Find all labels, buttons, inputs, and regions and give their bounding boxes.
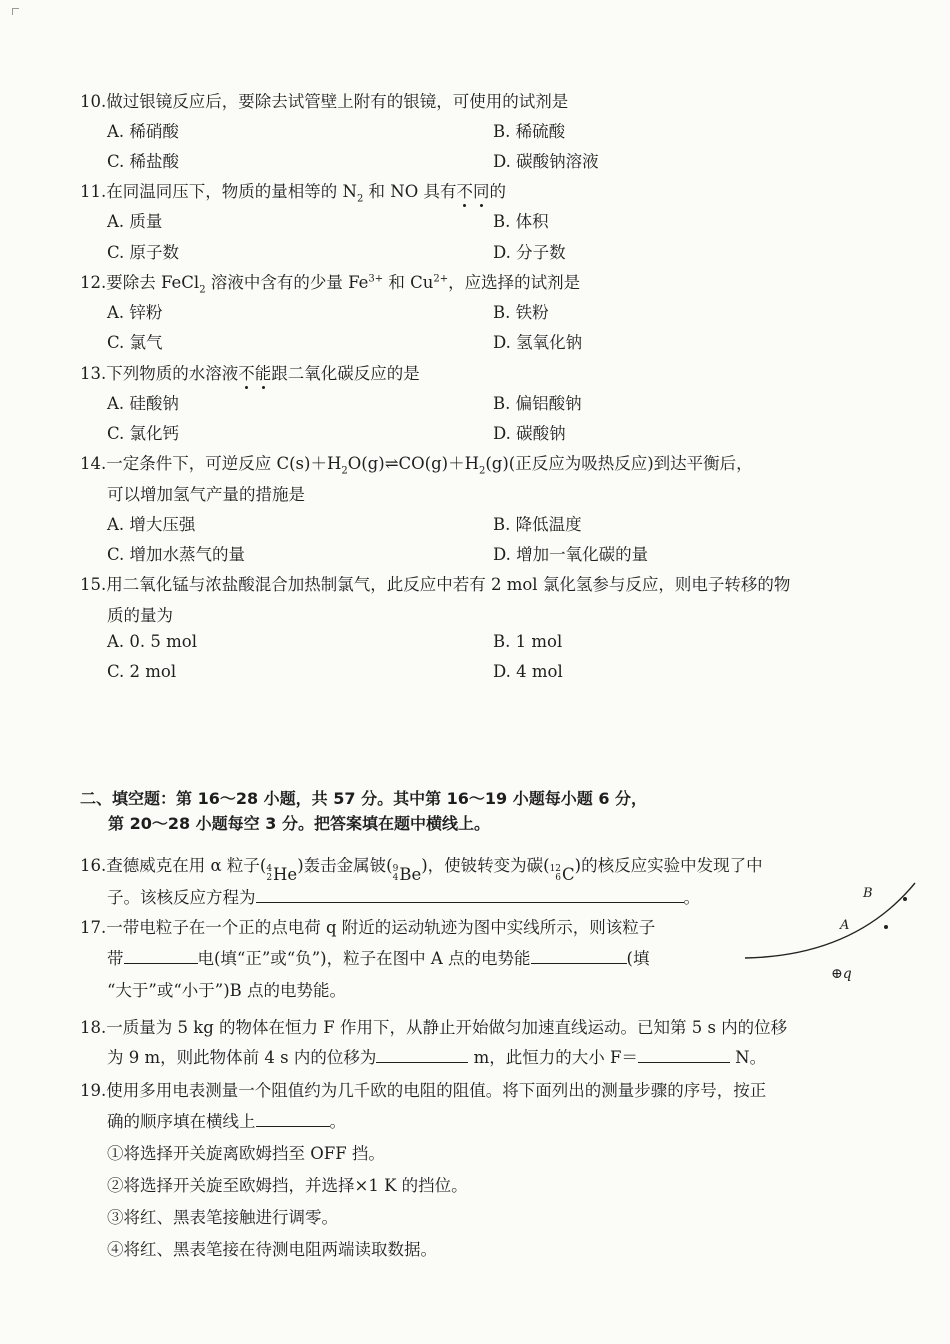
q14-option-c: C. 增加水蒸气的量 bbox=[107, 545, 246, 564]
q15-stem-line2: 质的量为 bbox=[107, 606, 173, 625]
q18-displacement-blank[interactable] bbox=[376, 1048, 468, 1063]
label-b: B bbox=[863, 886, 873, 901]
q17-charge-blank[interactable] bbox=[124, 949, 198, 964]
q14-stem-line2: 可以增加氢气产量的措施是 bbox=[107, 485, 305, 504]
trajectory-curve bbox=[745, 883, 915, 958]
q17-line2: 带 电(填“正”或“负”)，粒子在图中 A 点的电势能 (填 bbox=[107, 949, 650, 968]
q13-option-b: B. 偏铝酸钠 bbox=[493, 394, 582, 413]
q15-option-a: A. 0. 5 mol bbox=[107, 632, 197, 651]
q13-option-c: C. 氯化钙 bbox=[107, 424, 180, 443]
q15-stem: 15.用二氧化锰与浓盐酸混合加热制氯气，此反应中若有 2 mol 氯化氢参与反应，则电子转移的物 bbox=[80, 575, 791, 594]
beryllium-nuclide: 9 4 Be bbox=[392, 864, 422, 884]
q17-energy-blank[interactable] bbox=[531, 949, 627, 964]
q10-option-b: B. 稀硫酸 bbox=[493, 122, 566, 141]
q10-option-a: A. 稀硝酸 bbox=[107, 122, 179, 141]
crop-mark bbox=[12, 8, 19, 15]
q18-line1: 18.一质量为 5 kg 的物体在恒力 F 作用下，从静止开始做匀加速直线运动。已知第 5 s 内的位移 bbox=[80, 1018, 788, 1037]
trajectory-diagram bbox=[735, 878, 925, 988]
q19-step4: ④将红、黑表笔接在待测电阻两端读取数据。 bbox=[107, 1240, 437, 1259]
q18-force-blank[interactable] bbox=[638, 1048, 730, 1063]
q19-answer-blank[interactable] bbox=[256, 1112, 330, 1127]
q11-stem: 11.在同温同压下，物质的量相等的 $N_2$ 和 NO 具有不同的 bbox=[80, 182, 507, 205]
q15-option-b: B. 1 mol bbox=[493, 632, 563, 651]
carbon-nuclide: 12 6 C bbox=[549, 864, 575, 884]
q19-line1: 19.使用多用电表测量一个阻值约为几千欧的电阻的阻值。将下面列出的测量步骤的序号，按正 bbox=[80, 1081, 767, 1100]
label-a: A bbox=[840, 918, 850, 933]
equilibrium-arrow: ⇌ bbox=[384, 454, 399, 473]
q11-option-b: B. 体积 bbox=[493, 212, 549, 231]
q14-option-b: B. 降低温度 bbox=[493, 515, 582, 534]
q19-step3: ③将红、黑表笔接触进行调零。 bbox=[107, 1208, 338, 1227]
q12-option-c: C. 氯气 bbox=[107, 333, 163, 352]
q19-step2: ②将选择开关旋至欧姆挡，并选择×1 K 的挡位。 bbox=[107, 1176, 468, 1195]
q17-line3: “大于”或“小于”)B 点的电势能。 bbox=[107, 981, 347, 1000]
q16-line1: 16.查德威克在用 α 粒子( 4 2 He )轰击金属铍( 9 4 Be )，使铍转变为碳( 12 6 C )的核反应实验中发现了中 bbox=[80, 856, 763, 884]
charge-q-label: ⊕q bbox=[831, 966, 852, 982]
q16-answer-blank[interactable] bbox=[256, 888, 684, 903]
q19-line2: 确的顺序填在横线上 。 bbox=[107, 1112, 346, 1131]
q13-stem: 13.下列物质的水溶液不能跟二氧化碳反应的是 bbox=[80, 364, 420, 383]
q11-option-d: D. 分子数 bbox=[493, 243, 566, 262]
q14-option-a: A. 增大压强 bbox=[107, 515, 196, 534]
q10-option-d: D. 碳酸钠溶液 bbox=[493, 152, 599, 171]
q12-option-b: B. 铁粉 bbox=[493, 303, 549, 322]
q12-option-a: A. 锌粉 bbox=[107, 303, 163, 322]
helium-nuclide: 4 2 He bbox=[266, 864, 298, 884]
q13-option-d: D. 碳酸钠 bbox=[493, 424, 566, 443]
q11-option-a: A. 质量 bbox=[107, 212, 163, 231]
q18-line2: 为 9 m，则此物体前 4 s 内的位移为 m，此恒力的大小 F＝ N。 bbox=[107, 1048, 767, 1067]
q17-line1: 17.一带电粒子在一个正的点电荷 q 附近的运动轨迹为图中实线所示，则该粒子 bbox=[80, 918, 656, 937]
q10-option-c: C. 稀盐酸 bbox=[107, 152, 180, 171]
q15-option-c: C. 2 mol bbox=[107, 662, 177, 681]
q16-line2: 子。该核反应方程为 。 bbox=[107, 888, 700, 907]
q13-option-a: A. 硅酸钠 bbox=[107, 394, 179, 413]
q15-option-d: D. 4 mol bbox=[493, 662, 563, 681]
q14-option-d: D. 增加一氧化碳的量 bbox=[493, 545, 649, 564]
q14-stem: 14.一定条件下，可逆反应 $C(s)+H_2O(g)\rightleftharpoons CO(g)+H_2(g)$(正反应为吸热反应)到达平衡后， bbox=[80, 454, 753, 477]
q19-step1: ①将选择开关旋离欧姆挡至 OFF 挡。 bbox=[107, 1144, 385, 1163]
point-a bbox=[884, 925, 888, 929]
trajectory-svg bbox=[735, 878, 925, 988]
q12-option-d: D. 氢氧化钠 bbox=[493, 333, 583, 352]
q10-stem: 10.做过银镜反应后，要除去试管壁上附有的银镜，可使用的试剂是 bbox=[80, 92, 569, 111]
section2-heading-line2: 第 20～28 小题每空 3 分。把答案填在题中横线上。 bbox=[108, 814, 490, 833]
section2-heading: 二、填空题：第 16～28 小题，共 57 分。其中第 16～19 小题每小题 6 分， bbox=[80, 789, 648, 808]
point-b bbox=[903, 897, 907, 901]
q11-option-c: C. 原子数 bbox=[107, 243, 180, 262]
q12-stem: 12.要除去 FeCl$_2$ 溶液中含有的少量 $Fe^{3+}$ 和 $Cu^{2+}$，应选择的试剂是 bbox=[80, 273, 581, 296]
